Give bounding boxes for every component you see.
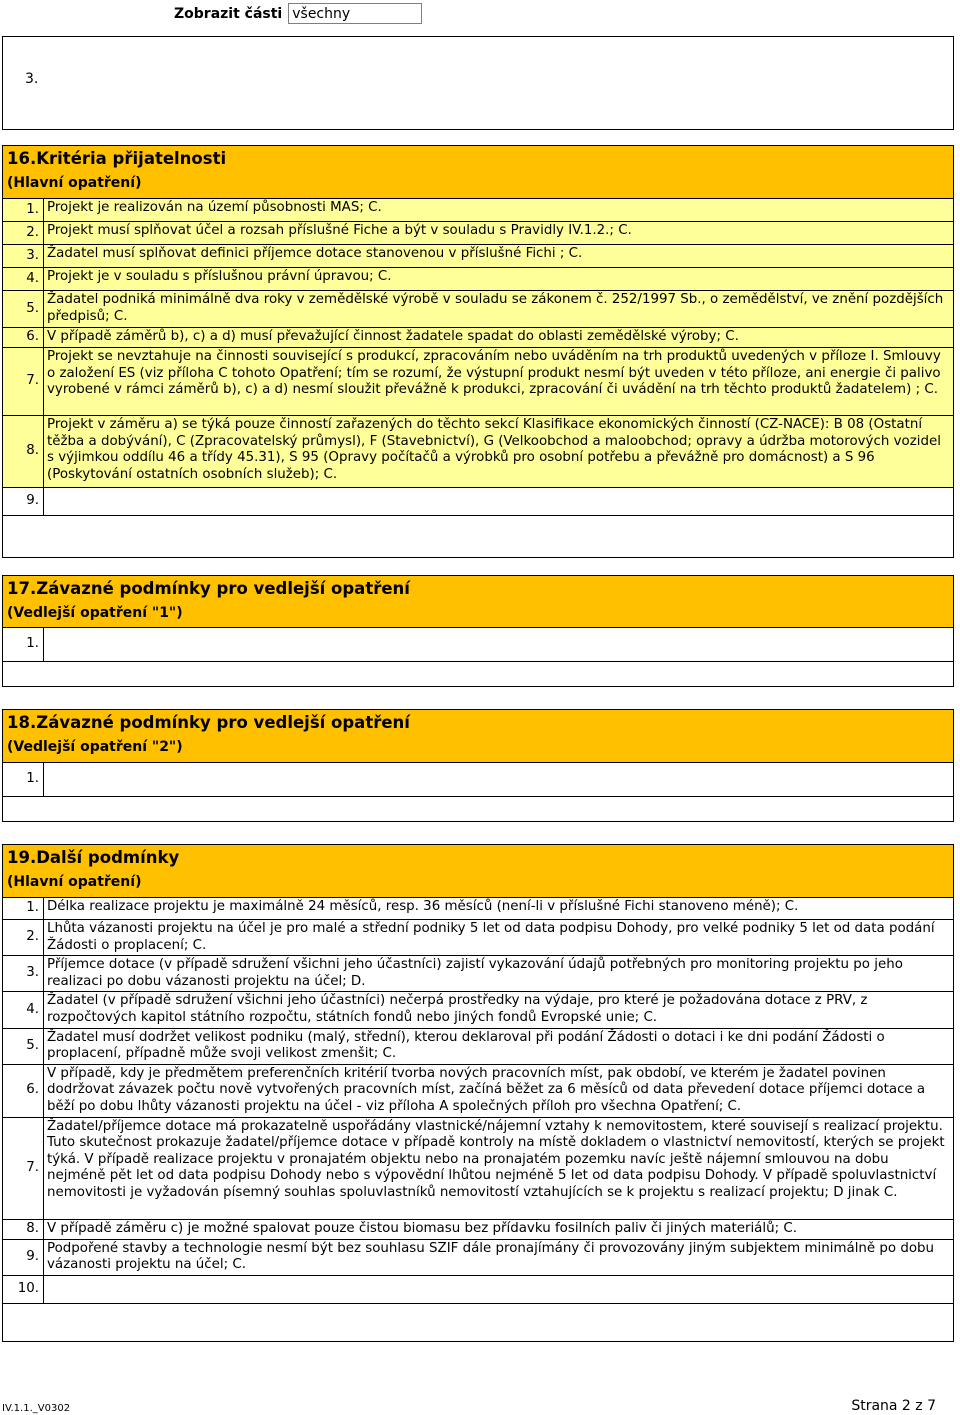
item-number: 9. bbox=[3, 488, 43, 515]
list-item bbox=[2, 416, 954, 488]
item-number: 3. bbox=[26, 965, 39, 981]
item-text: Projekt se nevztahuje na činnosti související s produkcí, zpracováním nebo uváděním na trh produktů uvedených v příloze I. Smlouvy o založení ES (viz příloha C tohoto Opatření; tím se rozumí, že výstupní produkt nesmí být uveden v této příloze, ani energie či palivo vyrobené v rámci záměrů b), c) a d) nesmí sloužit převážně k produkci, zpracování či uvádění na trh těchto produktů žadatelem) ; C. bbox=[43, 348, 953, 415]
section-subtitle: (Hlavní opatření) bbox=[7, 874, 142, 890]
section-19-items bbox=[2, 898, 954, 1342]
item-text: Žadatel (v případě sdružení všichni jeho účastníci) nečerpá prostředky na výdaje, pro které je požadována dotace z PRV, z rozpočtových kapitol státního rozpočtu, státních fondů nebo jiných fondů Evropské unie; C. bbox=[43, 992, 953, 1027]
list-item bbox=[2, 628, 954, 662]
section-18-header bbox=[2, 709, 954, 763]
list-item bbox=[2, 992, 954, 1028]
item-text: V případě záměrů b), c) a d) musí převažující činnost žadatele spadat do oblasti zemědělské výroby; C. bbox=[43, 328, 953, 347]
item-number: 8. bbox=[3, 416, 43, 487]
list-item bbox=[2, 956, 954, 992]
item-text: Délka realizace projektu je maximálně 24 měsíců, resp. 36 měsíců (není-li v příslušné Fichi stanoveno méně); C. bbox=[43, 898, 953, 919]
list-item bbox=[2, 898, 954, 920]
display-parts-bar bbox=[174, 2, 422, 25]
item-number: 7. bbox=[3, 348, 43, 415]
item-text bbox=[43, 488, 953, 515]
list-item bbox=[2, 222, 954, 245]
list-item bbox=[2, 245, 954, 268]
section-spacer bbox=[2, 662, 954, 687]
item-text bbox=[43, 628, 953, 661]
section-subtitle: (Vedlejší opatření "2") bbox=[7, 739, 183, 755]
item-number: 2. bbox=[26, 929, 39, 945]
section-16-header bbox=[2, 145, 954, 199]
item-number: 5. bbox=[3, 291, 43, 327]
list-item bbox=[2, 348, 954, 416]
list-item bbox=[2, 763, 954, 797]
item-text: Projekt musí splňovat účel a rozsah příslušné Fiche a být v souladu s Pravidly IV.1.2.; C. bbox=[43, 222, 953, 244]
item-number: 4. bbox=[26, 1001, 39, 1017]
item-text: Příjemce dotace (v případě sdružení všichni jeho účastníci) zajistí vykazování údajů potřebných pro monitoring projektu po jeho realizaci po dobu vázanosti projektu na účel; D. bbox=[43, 956, 953, 991]
item-number: 8. bbox=[26, 1220, 39, 1236]
item-number: 2. bbox=[3, 222, 43, 244]
item-number: 4. bbox=[3, 268, 43, 290]
item-number: 1. bbox=[3, 628, 43, 661]
item-number: 1. bbox=[3, 199, 43, 221]
item-number: 3. bbox=[25, 71, 39, 87]
item-text: Projekt je v souladu s příslušnou právní úpravou; C. bbox=[43, 268, 953, 290]
item-number: 3. bbox=[3, 245, 43, 267]
item-text: Žadatel musí splňovat definici příjemce dotace stanovenou v příslušné Fichi ; C. bbox=[43, 245, 953, 267]
list-item bbox=[2, 1220, 954, 1240]
list-item bbox=[2, 488, 954, 516]
list-item bbox=[2, 1065, 954, 1118]
section-spacer bbox=[2, 1304, 954, 1342]
item-text bbox=[43, 1276, 953, 1303]
item-text: Žadatel podniká minimálně dva roky v zemědělské výrobě v souladu se zákonem č. 252/1997 Sb., o zemědělství, ve znění pozdějších předpisů; C. bbox=[43, 291, 953, 327]
section-subtitle: (Vedlejší opatření "1") bbox=[7, 605, 183, 621]
section-title: 17.Závazné podmínky pro vedlejší opatření bbox=[7, 579, 410, 598]
item-text: Projekt v záměru a) se týká pouze činností zařazených do těchto sekcí Klasifikace ekonomických činností (CZ-NACE): B 08 (Ostatní těžba a dobývání), C (Zpracovatelský průmysl), F (Stavebnictví), G (Velkoobchod a maloobchod; opravy a údržba motorových vozidel s výjimkou oddílu 46 a třídy 45.31), S 95 (Opravy počítačů a výrobků pro osobní potřebu a převážně pro domácnost) a S 96 (Poskytování ostatních osobních služeb); C. bbox=[43, 416, 953, 487]
section-18-items bbox=[2, 763, 954, 822]
item-text: V případě, kdy je předmětem preferenčních kritérií tvorba nových pracovních míst, pak období, ve kterém je žadatel povinen dodržovat závazek počtu nově vytvořených pracovních míst, začíná běžet za 6 měsíců od data převedení dotace příjemci dotace a běží po dobu lhůty vázanosti projektu na účel - viz příloha A společných příloh pro všechna Opatření; C. bbox=[43, 1065, 953, 1117]
list-item bbox=[2, 920, 954, 956]
section-19-header bbox=[2, 844, 954, 898]
list-item bbox=[2, 268, 954, 291]
item-text: V případě záměru c) je možné spalovat pouze čistou biomasu bez přídavku fosilních paliv či jiných materiálů; C. bbox=[43, 1220, 953, 1239]
item-number: 10. bbox=[3, 1276, 43, 1303]
previous-section-box bbox=[2, 36, 954, 130]
section-17-header bbox=[2, 575, 954, 628]
item-text: Žadatel musí dodržet velikost podniku (malý, střední), kterou deklaroval při podání Žádosti o dotaci i ke dni podání Žádosti o proplacení, případně může svoji velikost zmenšit; C. bbox=[43, 1029, 953, 1064]
display-parts-label: Zobrazit části bbox=[174, 5, 283, 22]
section-17-items bbox=[2, 628, 954, 687]
section-title: 19.Další podmínky bbox=[7, 848, 180, 867]
item-number: 5. bbox=[26, 1037, 39, 1053]
section-subtitle: (Hlavní opatření) bbox=[7, 175, 142, 191]
item-text bbox=[43, 763, 953, 796]
section-title: 16.Kritéria přijatelnosti bbox=[7, 149, 227, 168]
list-item bbox=[2, 291, 954, 328]
item-text: Lhůta vázanosti projektu na účel je pro malé a střední podniky 5 let od data podpisu Dohody, pro velké podniky 5 let od data podání Žádosti o proplacení; C. bbox=[43, 920, 953, 955]
display-parts-select[interactable]: všechny bbox=[288, 3, 422, 24]
item-number: 6. bbox=[3, 328, 43, 347]
item-text: Podpořené stavby a technologie nesmí být bez souhlasu SZIF dále pronajímány či provozovány jiným subjektem minimálně po dobu vázanosti projektu na účel; C. bbox=[43, 1240, 953, 1275]
item-text: Projekt je realizován na území působnosti MAS; C. bbox=[43, 199, 953, 221]
page-number: Strana 2 z 7 bbox=[851, 1398, 936, 1414]
item-text: Žadatel/příjemce dotace má prokazatelně uspořádány vlastnické/nájemní vztahy k nemovitostem, které souvisejí s realizací projektu. Tuto skutečnost prokazuje žadatel/příjemce dotace v případě kontroly na místě dokladem o vlastnictví nemovitostí, kterých se projekt týká. V případě realizace projektu v pronajatém objektu nebo na pronajatém pozemku navíc ještě nájemní smlouvou na dobu nejméně pět let od data podpisu Dohody nebo s výpovědní lhůtou nejméně 5 let od data podpisu Dohody. V případě spoluvlastnictví nemovitosti je vyžadován písemný souhlas spoluvlastníků nemovitostí vztahujících se k projektu s realizací projektu; D jinak C. bbox=[43, 1118, 953, 1219]
list-item bbox=[2, 1240, 954, 1276]
item-number: 6. bbox=[26, 1082, 39, 1098]
document-code: IV.1.1._V0302 bbox=[2, 1403, 71, 1414]
list-item bbox=[2, 1029, 954, 1065]
section-title: 18.Závazné podmínky pro vedlejší opatření bbox=[7, 713, 410, 732]
item-number: 7. bbox=[26, 1159, 39, 1175]
section-spacer bbox=[2, 797, 954, 822]
item-number: 1. bbox=[26, 900, 39, 916]
list-item bbox=[2, 328, 954, 348]
list-item bbox=[2, 1118, 954, 1220]
section-spacer bbox=[2, 516, 954, 558]
list-item bbox=[2, 199, 954, 222]
list-item bbox=[2, 1276, 954, 1304]
section-16-items bbox=[2, 199, 954, 558]
item-number: 1. bbox=[3, 763, 43, 796]
item-number: 9. bbox=[26, 1248, 39, 1264]
